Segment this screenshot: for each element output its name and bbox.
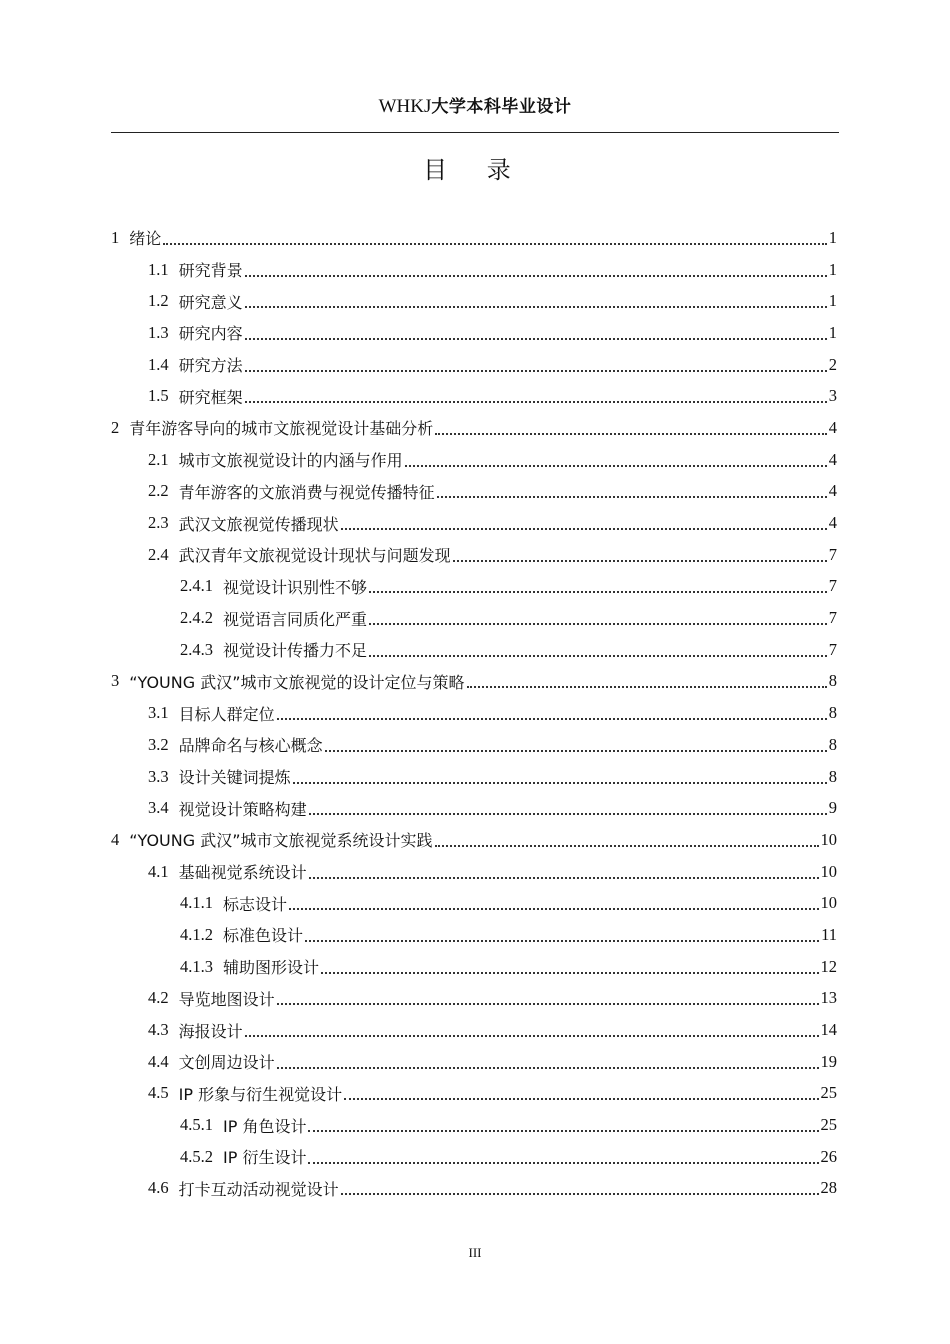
- toc-leader-dots: [308, 1116, 818, 1132]
- toc-entry-number: 2.1: [148, 449, 169, 469]
- toc-entry-title: 海报设计: [178, 1021, 243, 1041]
- toc-entry-page: 7: [828, 544, 837, 564]
- toc-entry-number: 4: [111, 829, 120, 849]
- toc-entry-number: 1.3: [148, 322, 169, 342]
- toc-leader-dots: [321, 958, 818, 974]
- header-school-name: 大学本科毕业设计: [431, 97, 572, 117]
- toc-leader-dots: [309, 799, 827, 815]
- toc-entry-title: 品牌命名与核心概念: [178, 736, 323, 756]
- toc-entry-page: 28: [820, 1178, 837, 1198]
- toc-entry[interactable]: [111, 222, 837, 254]
- toc-entry-number: 4.1.2: [180, 924, 213, 944]
- toc-leader-dots: [453, 546, 827, 562]
- header-brand: WHKJ: [378, 96, 432, 117]
- toc-entry-title: 武汉青年文旅视觉设计现状与问题发现: [178, 546, 451, 566]
- toc-entry-title: 目标人群定位: [178, 704, 275, 724]
- toc-entry-title: 导览地图设计: [178, 989, 275, 1009]
- toc-entry-number: 2.4: [148, 544, 169, 564]
- toc-entry[interactable]: [111, 666, 837, 698]
- toc-entry-page: 4: [828, 449, 837, 469]
- toc-entry-number: 4.1.1: [180, 893, 213, 913]
- toc-entry[interactable]: [111, 476, 837, 508]
- toc-entry-page: 8: [828, 766, 837, 786]
- toc-leader-dots: [245, 387, 827, 403]
- toc-entry-title: 视觉设计传播力不足: [223, 641, 368, 661]
- toc-leader-dots: [344, 1084, 818, 1100]
- toc-entry-number: 1.4: [148, 354, 169, 374]
- toc-entry-title: 研究内容: [178, 324, 243, 344]
- toc-entry[interactable]: [111, 697, 837, 729]
- toc-entry[interactable]: [111, 317, 837, 349]
- toc-entry-page: 1: [828, 227, 837, 247]
- toc-entry-page: 7: [828, 639, 837, 659]
- toc-entry-title: 青年游客的文旅消费与视觉传播特征: [178, 482, 435, 502]
- toc-entry-page: 4: [828, 417, 837, 437]
- toc-leader-dots: [245, 1021, 819, 1037]
- toc-leader-dots: [245, 261, 827, 277]
- toc-entry-page: 10: [820, 829, 837, 849]
- toc-entry-number: 4.2: [148, 988, 169, 1008]
- toc-entry-number: 4.1.3: [180, 956, 213, 976]
- toc-entry[interactable]: [111, 1046, 837, 1078]
- toc-entry-title: 文创周边设计: [178, 1053, 275, 1073]
- toc-entry[interactable]: [111, 539, 837, 571]
- toc-entry[interactable]: [111, 1141, 837, 1173]
- toc-entry[interactable]: [111, 951, 837, 983]
- toc-entry[interactable]: [111, 571, 837, 603]
- toc-entry-title: 视觉语言同质化严重: [223, 609, 368, 629]
- toc-entry-number: 1: [111, 227, 120, 247]
- toc-entry-title: 设计关键词提炼: [178, 768, 291, 788]
- toc-entry[interactable]: [111, 887, 837, 919]
- toc-entry-number: 1.2: [148, 291, 169, 311]
- toc-entry-number: 3: [111, 671, 120, 691]
- toc-leader-dots: [289, 894, 818, 910]
- toc-entry-title: IP 角色设计: [223, 1116, 307, 1136]
- toc-entry-number: 4.1: [148, 861, 169, 881]
- toc-entry-page: 26: [820, 1146, 837, 1166]
- toc-entry-title: 标志设计: [223, 894, 288, 914]
- toc-entry-number: 2: [111, 417, 120, 437]
- toc-entry-title: 研究框架: [178, 387, 243, 407]
- toc-entry-page: 11: [821, 924, 837, 944]
- toc-entry[interactable]: [111, 254, 837, 286]
- toc-entry-page: 25: [820, 1115, 837, 1135]
- toc-entry-page: 7: [828, 608, 837, 628]
- toc-entry-number: 4.3: [148, 1020, 169, 1040]
- toc-entry-title: “YOUNG 武汉”城市文旅视觉系统设计实践: [129, 831, 433, 851]
- toc-entry-title: 武汉文旅视觉传播现状: [178, 514, 339, 534]
- toc-entry-title: IP 衍生设计: [223, 1148, 307, 1168]
- toc-entry[interactable]: [111, 634, 837, 666]
- toc-leader-dots: [369, 577, 827, 593]
- toc-entry-number: 1.1: [148, 259, 169, 279]
- toc-entry-number: 2.4.3: [180, 639, 213, 659]
- toc-entry-page: 7: [828, 576, 837, 596]
- toc-entry[interactable]: [111, 1014, 837, 1046]
- toc-leader-dots: [308, 1148, 818, 1164]
- toc-entry-page: 13: [820, 988, 837, 1008]
- toc-leader-dots: [309, 863, 819, 879]
- toc-entry-page: 8: [828, 734, 837, 754]
- toc-entry-number: 2.2: [148, 481, 169, 501]
- toc-entry-page: 19: [820, 1051, 837, 1071]
- toc-entry-page: 10: [820, 893, 837, 913]
- page-number: III: [468, 1245, 482, 1260]
- toc-leader-dots: [341, 514, 827, 530]
- toc-entry[interactable]: [111, 412, 837, 444]
- toc-leader-dots: [293, 768, 827, 784]
- toc-entry[interactable]: [111, 983, 837, 1015]
- toc-leader-dots: [369, 641, 827, 657]
- table-of-contents: [111, 222, 837, 1204]
- toc-entry-page: 1: [828, 322, 837, 342]
- toc-entry-page: 10: [820, 861, 837, 881]
- toc-entry[interactable]: [111, 444, 837, 476]
- toc-entry-title: 城市文旅视觉设计的内涵与作用: [178, 451, 403, 471]
- toc-entry[interactable]: [111, 761, 837, 793]
- toc-entry-page: 12: [820, 956, 837, 976]
- toc-entry[interactable]: [111, 1173, 837, 1205]
- toc-leader-dots: [245, 324, 827, 340]
- toc-entry-number: 3.4: [148, 798, 169, 818]
- toc-leader-dots: [437, 482, 827, 498]
- toc-entry-title: 研究意义: [178, 292, 243, 312]
- toc-entry-title: “YOUNG 武汉”城市文旅视觉的设计定位与策略: [129, 672, 465, 692]
- toc-entry-number: 2.4.2: [180, 608, 213, 628]
- toc-entry-number: 4.5: [148, 1083, 169, 1103]
- toc-leader-dots: [435, 419, 826, 435]
- toc-entry-title: IP 形象与衍生视觉设计: [178, 1084, 343, 1104]
- toc-entry-number: 3.1: [148, 703, 169, 723]
- toc-entry-page: 2: [828, 354, 837, 374]
- toc-leader-dots: [277, 1053, 819, 1069]
- toc-entry-title: 基础视觉系统设计: [178, 863, 307, 883]
- toc-entry-number: 4.6: [148, 1178, 169, 1198]
- toc-entry-title: 辅助图形设计: [223, 958, 320, 978]
- toc-entry[interactable]: [111, 856, 837, 888]
- toc-leader-dots: [467, 672, 827, 688]
- toc-entry[interactable]: [111, 349, 837, 381]
- toc-entry[interactable]: [111, 507, 837, 539]
- toc-entry-page: 4: [828, 481, 837, 501]
- toc-entry[interactable]: [111, 824, 837, 856]
- toc-entry-title: 标准色设计: [223, 926, 304, 946]
- toc-entry-number: 2.4.1: [180, 576, 213, 596]
- toc-leader-dots: [435, 831, 819, 847]
- toc-entry-page: 4: [828, 513, 837, 533]
- toc-entry-number: 3.3: [148, 766, 169, 786]
- toc-entry[interactable]: [111, 1109, 837, 1141]
- toc-entry-page: 9: [828, 798, 837, 818]
- toc-entry[interactable]: [111, 380, 837, 412]
- toc-entry[interactable]: [111, 602, 837, 634]
- toc-entry-page: 3: [828, 386, 837, 406]
- toc-entry[interactable]: [111, 729, 837, 761]
- toc-leader-dots: [245, 356, 827, 372]
- toc-leader-dots: [245, 292, 827, 308]
- toc-entry-title: 视觉设计识别性不够: [223, 577, 368, 597]
- running-header: [111, 92, 839, 118]
- toc-entry-page: 25: [820, 1083, 837, 1103]
- toc-leader-dots: [305, 926, 819, 942]
- toc-leader-dots: [325, 736, 827, 752]
- page-title: 目 录: [423, 156, 527, 184]
- toc-entry[interactable]: [111, 919, 837, 951]
- toc-entry-number: 3.2: [148, 734, 169, 754]
- toc-entry[interactable]: [111, 1078, 837, 1110]
- toc-entry-title: 视觉设计策略构建: [178, 799, 307, 819]
- toc-leader-dots: [369, 609, 827, 625]
- toc-entry-title: 打卡互动活动视觉设计: [178, 1179, 339, 1199]
- toc-entry-page: 8: [828, 671, 837, 691]
- toc-entry-title: 研究方法: [178, 356, 243, 376]
- header-rule: [111, 132, 839, 133]
- toc-entry-number: 4.5.2: [180, 1146, 213, 1166]
- toc-leader-dots: [163, 229, 826, 245]
- toc-entry-page: 14: [820, 1020, 837, 1040]
- toc-leader-dots: [405, 451, 827, 467]
- toc-entry[interactable]: [111, 285, 837, 317]
- toc-entry-page: 1: [828, 291, 837, 311]
- toc-entry-number: 1.5: [148, 386, 169, 406]
- toc-entry-title: 绪论: [129, 229, 162, 249]
- toc-entry-number: 2.3: [148, 513, 169, 533]
- toc-entry-page: 1: [828, 259, 837, 279]
- toc-entry-number: 4.5.1: [180, 1115, 213, 1135]
- toc-entry-number: 4.4: [148, 1051, 169, 1071]
- toc-entry[interactable]: [111, 792, 837, 824]
- toc-leader-dots: [277, 989, 819, 1005]
- toc-entry-page: 8: [828, 703, 837, 723]
- toc-leader-dots: [341, 1179, 819, 1195]
- toc-leader-dots: [277, 704, 827, 720]
- toc-entry-title: 青年游客导向的城市文旅视觉设计基础分析: [129, 419, 434, 439]
- toc-entry-title: 研究背景: [178, 261, 243, 281]
